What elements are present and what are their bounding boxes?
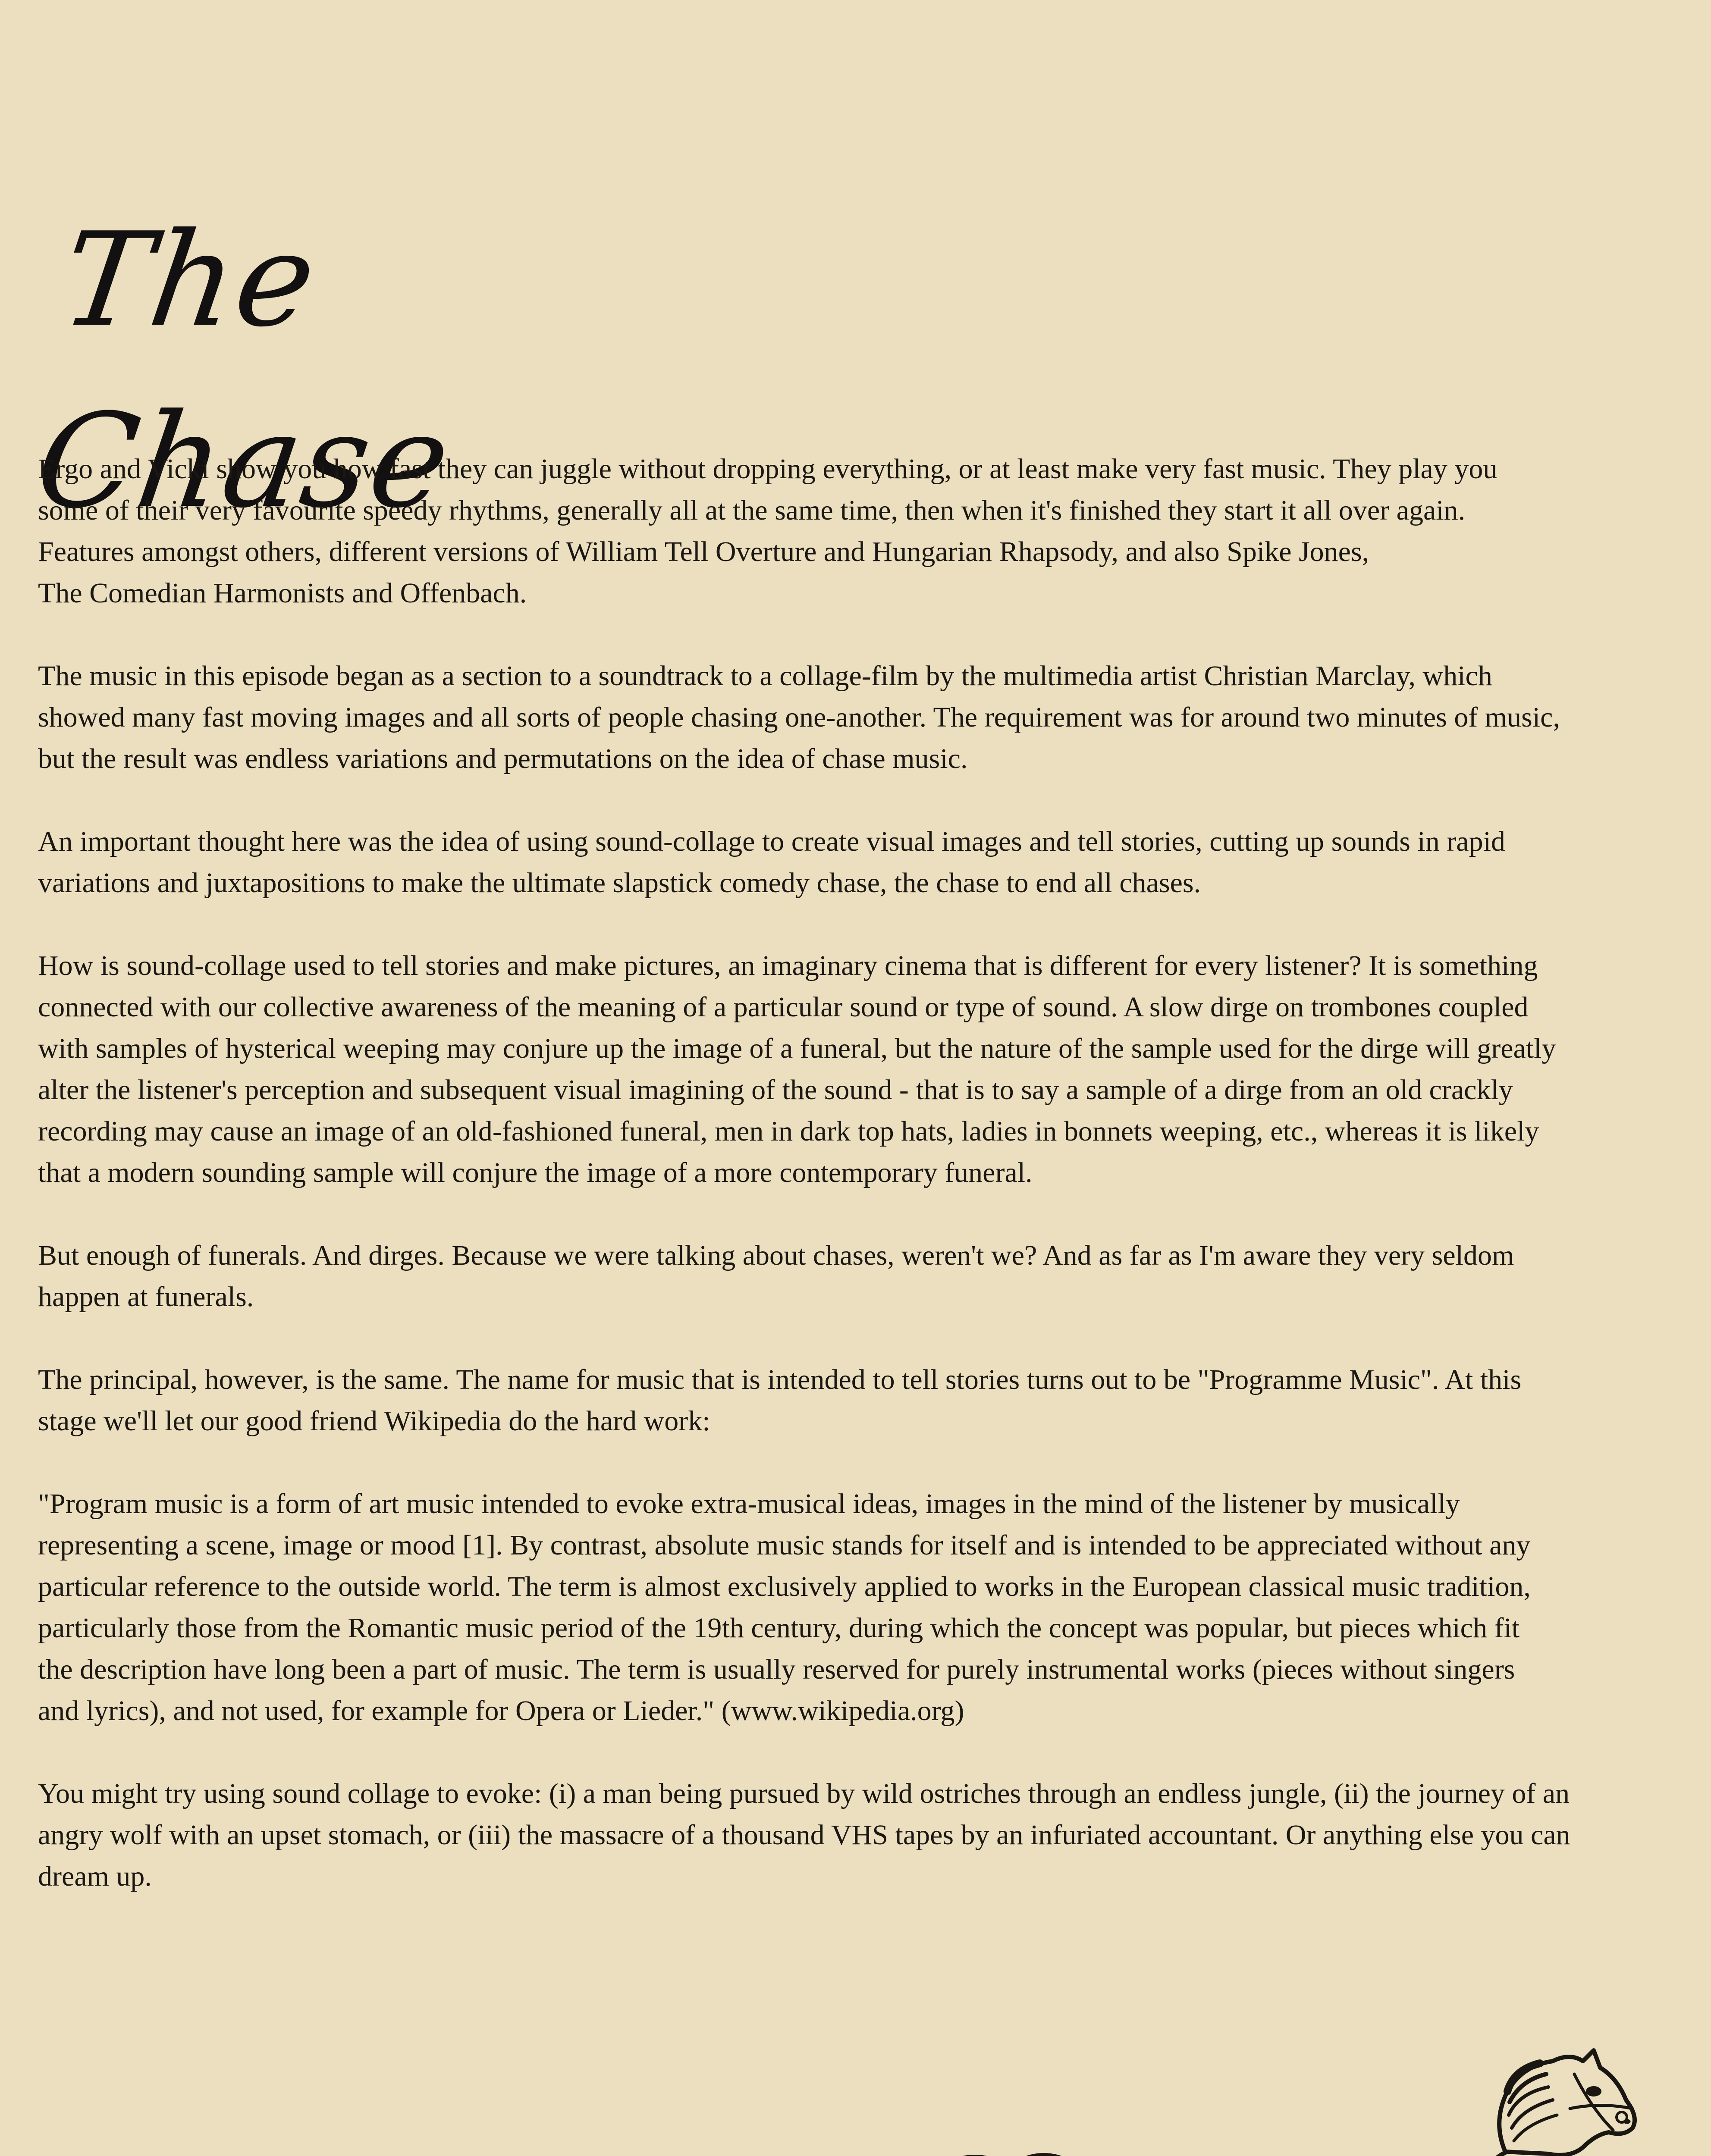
paragraph-programme-music: The principal, however, is the same. The name for music that is intended to tell stories turns out to be "Programme Music". At this stage we'll let our good friend Wikipedia do the hard work: xyxy=(38,1364,1522,1437)
paragraph-funerals: But enough of funerals. And dirges. Because we were talking about chases, weren't we? And as far as I'm aware they very seldom happen at funerals. xyxy=(38,1240,1514,1313)
body-text xyxy=(38,448,1711,1897)
paragraph-intro: Ergo and Vicki show you how fast they can juggle without dropping everything, or at least make very fast music. They play you some of their very favourite speedy rhythms, generally all at the same time, then when it's finished they start it all over again. Features amongst others, different versions of William Tell Overture and Hungarian Rhapsody, and also Spike Jones, The Comedian Harmonists and Offenbach. xyxy=(38,453,1498,609)
paragraph-sound-collage: An important thought here was the idea of using sound-collage to create visual images and tell stories, cutting up sounds in rapid variations and juxtapositions to make the ultimate slapstick comedy chase, the chase to end all chases. xyxy=(38,826,1505,899)
paragraph-try-it: You might try using sound collage to evoke: (i) a man being pursued by wild ostriches through an endless jungle, (ii) the journey of an angry wolf with an upset stomach, or (iii) the massacre of a thousand VHS tapes by an infuriated accountant. Or anything else you can dream up. xyxy=(38,1778,1570,1892)
paragraph-wikipedia-quote: "Program music is a form of art music intended to evoke extra-musical ideas, images in the mind of the listener by musically representing a scene, image or mood [1]. By contrast, absolute music stands for itself and is intended to be appreciated without any particular reference to the outside world. The term is almost exclusively applied to works in the European classical music tradition, particularly those from the Romantic music period of the 19th century, during which the concept was popular, but pieces which fit the description have long been a part of music. The term is usually reserved for purely instrumental works (pieces without singers and lyrics), and not used, for example for Opera or Lieder." (www.wikipedia.org) xyxy=(38,1488,1531,1727)
page-title: The Chase xyxy=(28,205,460,536)
hobby-horse-icon xyxy=(841,2044,1652,2156)
paragraph-imaginary-cinema: How is sound-collage used to tell stories and make pictures, an imaginary cinema that is different for every listener? It is something connected with our collective awareness of the meaning of a particular sound or type of sound. A slow dirge on trombones coupled with samples of hysterical weeping may conjure up the image of a funeral, but the nature of the sample used for the dirge will greatly alter the listener's perception and subsequent visual imagining of the sound - that is to say a sample of a dirge from an old crackly recording may cause an image of an old-fashioned funeral, men in dark top hats, ladies in bonnets weeping, etc., whereas it is likely that a modern sounding sample will conjure the image of a more contemporary funeral. xyxy=(38,950,1556,1188)
paragraph-origin: The music in this episode began as a section to a soundtrack to a collage-film by the multimedia artist Christian Marclay, which showed many fast moving images and all sorts of people chasing one-another. The requirement was for around two minutes of music, but the result was endless variations and permutations on the idea of chase music. xyxy=(38,660,1560,774)
